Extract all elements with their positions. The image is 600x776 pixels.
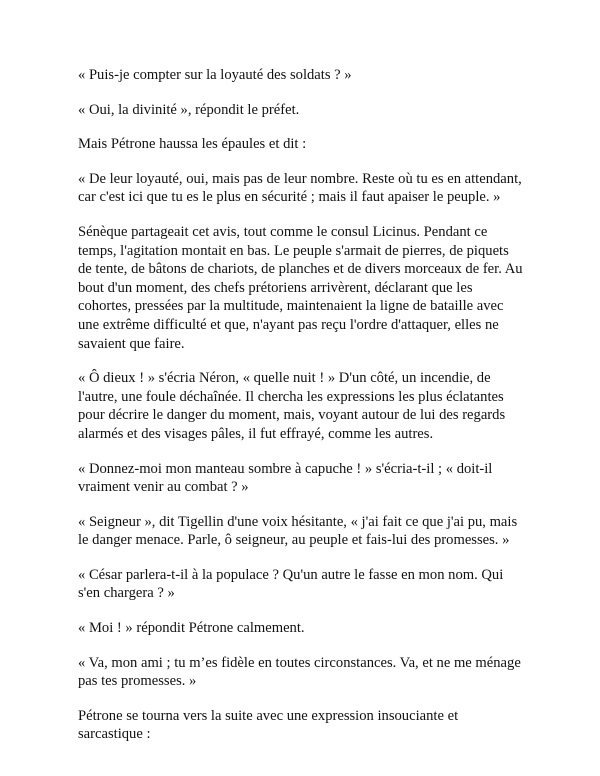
- paragraph-10: « Moi ! » répondit Pétrone calmement.: [78, 620, 305, 637]
- text-body: [78, 66, 538, 760]
- paragraph-6: « Ô dieux ! » s'écria Néron, « quelle nuit ! » D'un côté, un incendie, de l'autre, une foule déchaînée. Il chercha les expressions les plus éclatantes pour décrire le danger du moment, mais, voyant autour de lui des regards alarmés et des visages pâles, il fut effrayé, comme les autres.: [78, 370, 506, 442]
- paragraph-3: Mais Pétrone haussa les épaules et dit :: [78, 136, 307, 153]
- paragraph-1: « Puis-je compter sur la loyauté des soldats ? »: [78, 67, 352, 83]
- paragraph-12: Pétrone se tourna vers la suite avec une expression insouciante et sarcastique :: [78, 707, 459, 743]
- paragraph-11: « Va, mon ami ; tu m’es fidèle en toutes circonstances. Va, et ne me ménage pas tes promesses. »: [78, 654, 521, 690]
- paragraph-2: « Oui, la divinité », répondit le préfet.: [78, 101, 300, 118]
- paragraph-9: « César parlera-t-il à la populace ? Qu'un autre le fasse en mon nom. Qui s'en chargera ? »: [78, 566, 504, 602]
- paragraph-5: Sénèque partageait cet avis, tout comme le consul Licinus. Pendant ce temps, l'agitation montait en bas. Le peuple s'armait de pierres, de piquets de tente, de bâtons de chariots, de planches et de divers morceaux de fer. Au bout d'un moment, des chefs prétoriens arrivèrent, déclarant que les cohortes, pressées par la multitude, maintenaient la ligne de bataille avec une extrême difficulté et que, n'ayant pas reçu l'ordre d'attaquer, elles ne savaient que faire.: [78, 223, 523, 352]
- paragraph-4: « De leur loyauté, oui, mais pas de leur nombre. Reste où tu es en attendant, car c'est ici que tu es le plus en sécurité ; mais il faut apaiser le peuple. »: [78, 170, 522, 206]
- paragraph-8: « Seigneur », dit Tigellin d'une voix hésitante, « j'ai fait ce que j'ai pu, mais le danger menace. Parle, ô seigneur, au peuple et fais-lui des promesses. »: [78, 513, 518, 549]
- paragraph-7: « Donnez-moi mon manteau sombre à capuche ! » s'écria-t-il ; « doit-il vraiment venir au combat ? »: [78, 460, 493, 496]
